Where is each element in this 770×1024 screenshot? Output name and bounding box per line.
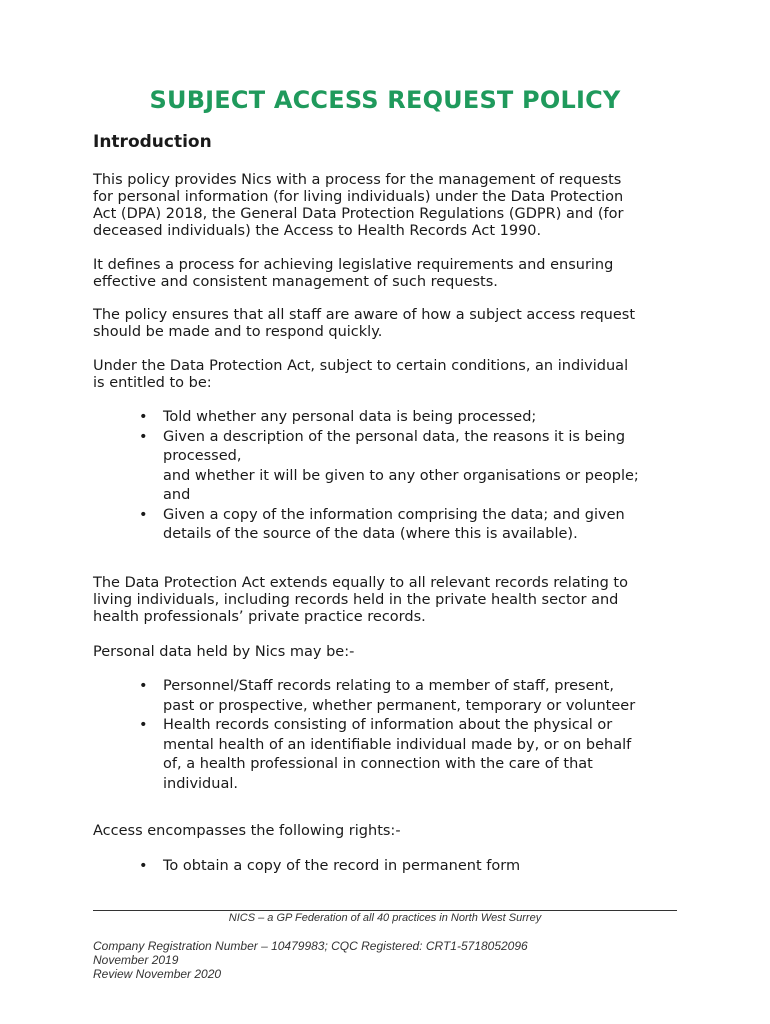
- footer-divider: [93, 910, 677, 911]
- text-line: To obtain a copy of the record in permanent form: [163, 858, 521, 874]
- list-item: [93, 716, 693, 794]
- text-line: It defines a process for achieving legislative requirements and ensuring: [93, 257, 614, 273]
- text-line: Given a description of the personal data, the reasons it is being: [163, 428, 626, 445]
- paragraph-purpose: [93, 172, 693, 240]
- access-rights-list: [93, 857, 693, 877]
- text-line: for personal information (for living individuals) under the Data Protection: [93, 189, 624, 205]
- personal-data-list: [93, 677, 693, 794]
- paragraph-access-rights: [93, 823, 693, 840]
- text-line: Given a copy of the information comprising the data; and given: [163, 506, 625, 523]
- text-line: living individuals, including records held in the private health sector and: [93, 592, 619, 608]
- text-line: effective and consistent management of such requests.: [93, 274, 498, 290]
- footer-registration: Company Registration Number – 10479983; CQC Registered: CRT1-5718052096: [93, 939, 528, 953]
- list-item: [93, 428, 693, 506]
- bullet-icon: •: [139, 678, 148, 694]
- text-line: of, a health professional in connection with the care of that: [163, 756, 593, 772]
- footer-tagline: NICS – a GP Federation of all 40 practices in North West Surrey: [228, 912, 542, 924]
- bullet-icon: •: [139, 428, 148, 445]
- text-line: and: [163, 487, 191, 503]
- text-line: health professionals’ private practice records.: [93, 609, 426, 625]
- text-line: should be made and to respond quickly.: [93, 324, 383, 340]
- paragraph-personal-data: [93, 644, 693, 661]
- text-line: Told whether any personal data is being processed;: [163, 409, 537, 425]
- section-heading: Introduction: [93, 132, 212, 152]
- footer-details: [93, 939, 528, 981]
- list-item: [93, 408, 693, 428]
- text-line: individual.: [163, 775, 238, 792]
- paragraph-entitlement-intro: [93, 358, 693, 392]
- text-line: This policy provides Nics with a process for the management of requests: [93, 172, 622, 188]
- text-line: Health records consisting of information about the physical or: [163, 717, 613, 733]
- footer-date: November 2019: [93, 953, 179, 967]
- text-line: is entitled to be:: [93, 375, 212, 391]
- paragraph-defines: [93, 257, 693, 291]
- entitlements-list: [93, 408, 693, 545]
- text-line: Personnel/Staff records relating to a member of staff, present,: [163, 678, 614, 694]
- text-line: The Data Protection Act extends equally to all relevant records relating to: [93, 575, 628, 591]
- bullet-icon: •: [139, 409, 148, 425]
- text-line: and whether it will be given to any other organisations or people;: [163, 467, 639, 484]
- text-line: deceased individuals) the Access to Health Records Act 1990.: [93, 223, 542, 239]
- bullet-icon: •: [139, 717, 148, 733]
- list-item: [93, 857, 693, 877]
- text-line: processed,: [163, 448, 242, 464]
- text-line: Act (DPA) 2018, the General Data Protection Regulations (GDPR) and (for: [93, 206, 624, 222]
- list-item: [93, 677, 693, 716]
- bullet-icon: •: [139, 506, 148, 523]
- text-line: The policy ensures that all staff are aware of how a subject access request: [93, 307, 636, 323]
- document-title: SUBJECT ACCESS REQUEST POLICY: [149, 86, 621, 114]
- paragraph-staff-awareness: [93, 307, 693, 341]
- text-line: Personal data held by Nics may be:-: [93, 644, 355, 660]
- bullet-icon: •: [139, 858, 148, 874]
- text-line: past or prospective, whether permanent, temporary or volunteer: [163, 697, 636, 714]
- text-line: mental health of an identifiable individual made by, or on behalf: [163, 736, 632, 753]
- text-line: Access encompasses the following rights:-: [93, 823, 401, 839]
- text-line: Under the Data Protection Act, subject to certain conditions, an individual: [93, 358, 629, 374]
- list-item: [93, 506, 693, 545]
- paragraph-dpa-extends: [93, 575, 693, 626]
- text-line: details of the source of the data (where this is available).: [163, 526, 578, 542]
- footer-review: Review November 2020: [93, 967, 222, 981]
